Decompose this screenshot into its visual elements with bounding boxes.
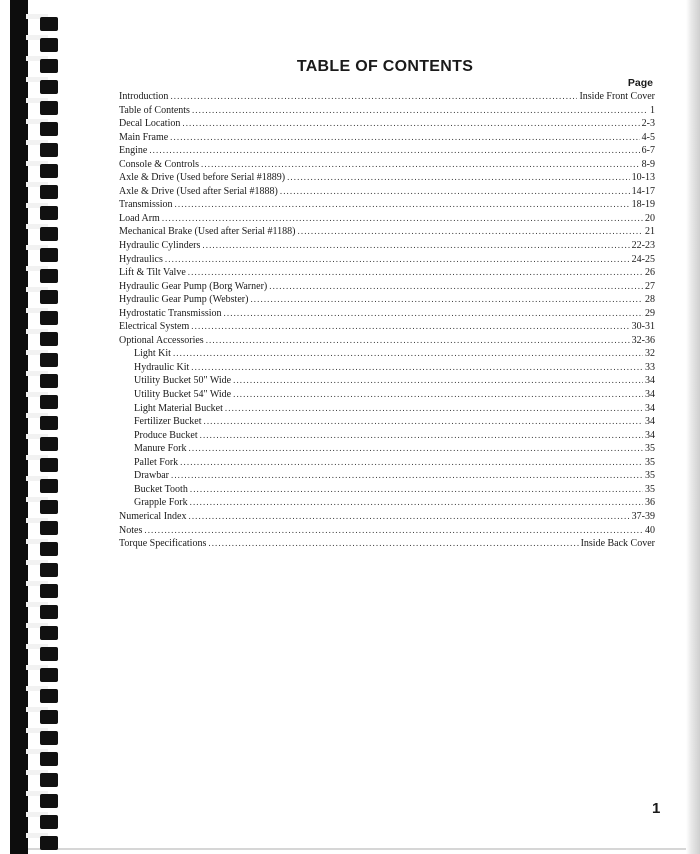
toc-entry-page: Inside Front Cover xyxy=(579,91,655,102)
toc-entry-title: Hydraulics xyxy=(119,253,163,265)
dot-leader xyxy=(208,537,578,551)
toc-entry-page: 20 xyxy=(645,212,655,224)
toc-entry-page: 29 xyxy=(645,307,655,319)
page-column-header: Page xyxy=(627,77,653,89)
binding-loop xyxy=(40,605,58,619)
dot-leader xyxy=(233,388,643,402)
toc-entry-page: 1 xyxy=(650,104,655,116)
dot-leader xyxy=(144,524,643,538)
toc-entry-title: Optional Accessories xyxy=(119,334,204,346)
toc-entry xyxy=(119,144,655,158)
binding-loop xyxy=(40,59,58,73)
toc-list xyxy=(119,90,655,551)
toc-entry-title: Electrical System xyxy=(119,321,190,333)
toc-entry-title: Hydraulic Gear Pump (Borg Warner) xyxy=(119,280,268,292)
dot-leader xyxy=(280,185,630,199)
binding-loop xyxy=(40,479,58,493)
toc-subentry xyxy=(119,388,655,402)
toc-entry-title: Axle & Drive (Used before Serial #1889) xyxy=(119,172,286,184)
toc-subentry xyxy=(119,374,655,388)
toc-entry xyxy=(119,131,655,145)
binding-loop xyxy=(40,794,58,808)
binding-loop xyxy=(40,185,58,199)
binding-loop xyxy=(40,689,58,703)
binding-loop xyxy=(40,458,58,472)
dot-leader xyxy=(191,320,629,334)
binding-loop xyxy=(40,395,58,409)
binding-loop xyxy=(40,38,58,52)
toc-entry-title: Mechanical Brake (Used after Serial #1188) xyxy=(119,226,296,238)
dot-leader xyxy=(165,253,630,267)
toc-subentry xyxy=(119,347,655,361)
toc-entry-title: Hydrostatic Transmission xyxy=(119,307,222,319)
toc-entry xyxy=(119,104,655,118)
toc-entry-page: 32 xyxy=(645,348,655,360)
toc-subentry xyxy=(119,483,655,497)
dot-leader xyxy=(201,158,640,172)
dot-leader xyxy=(298,225,644,239)
dot-leader xyxy=(224,307,643,321)
toc-entry-title: Hydraulic Kit xyxy=(134,361,190,373)
binding-loop xyxy=(40,269,58,283)
binding-loop xyxy=(40,227,58,241)
toc-entry-page: 34 xyxy=(645,389,655,401)
toc-entry-page: 27 xyxy=(645,280,655,292)
toc-entry xyxy=(119,90,655,104)
toc-entry-page: 34 xyxy=(645,429,655,441)
toc-entry xyxy=(119,212,655,226)
toc-entry-page: 36 xyxy=(645,497,655,509)
binding-loop xyxy=(40,374,58,388)
binding-loop xyxy=(40,437,58,451)
dot-leader xyxy=(188,510,629,524)
toc-entry-title: Console & Controls xyxy=(119,158,200,170)
dot-leader xyxy=(190,483,643,497)
toc-entry xyxy=(119,524,655,538)
binding-loop xyxy=(40,542,58,556)
dot-leader xyxy=(149,144,639,158)
toc-entry-title: Fertilizer Bucket xyxy=(134,416,202,428)
page-title: TABLE OF CONTENTS xyxy=(296,58,474,75)
toc-subentry xyxy=(119,456,655,470)
binding-loops xyxy=(0,0,62,854)
binding-loop xyxy=(40,416,58,430)
toc-entry-page: 28 xyxy=(645,294,655,306)
toc-entry-page: 26 xyxy=(645,267,655,279)
dot-leader xyxy=(173,347,643,361)
binding-loop xyxy=(40,80,58,94)
binding-loop xyxy=(40,17,58,31)
binding-loop xyxy=(40,206,58,220)
dot-leader xyxy=(250,293,643,307)
toc-entry-page: 14-17 xyxy=(631,185,655,197)
toc-entry-title: Utility Bucket 50" Wide xyxy=(134,375,232,387)
dot-leader xyxy=(192,104,648,118)
toc-entry-page: 35 xyxy=(645,470,655,482)
binding-loop xyxy=(40,563,58,577)
dot-leader xyxy=(182,117,639,131)
toc-entry-page: 35 xyxy=(645,456,655,468)
toc-subentry xyxy=(119,361,655,375)
binding-loop xyxy=(40,353,58,367)
toc-entry-page: 4-5 xyxy=(641,131,655,143)
toc-entry-title: Pallet Fork xyxy=(134,456,179,468)
toc-entry-title: Utility Bucket 54" Wide xyxy=(134,389,232,401)
dot-leader xyxy=(191,361,643,375)
dot-leader xyxy=(162,212,643,226)
toc-entry xyxy=(119,510,655,524)
binding-loop xyxy=(40,143,58,157)
toc-subentry xyxy=(119,442,655,456)
dot-leader xyxy=(203,415,643,429)
toc-entry-page: 8-9 xyxy=(641,158,655,170)
toc-entry-title: Torque Specifications xyxy=(119,538,207,550)
dot-leader xyxy=(200,429,643,443)
toc-entry xyxy=(119,253,655,267)
toc-entry-title: Table of Contents xyxy=(119,104,190,116)
toc-entry xyxy=(119,158,655,172)
toc-entry xyxy=(119,334,655,348)
binding-loop xyxy=(40,752,58,766)
binding-loop xyxy=(40,290,58,304)
toc-entry-title: Axle & Drive (Used after Serial #1888) xyxy=(119,185,278,197)
toc-entry-page: 40 xyxy=(645,524,655,536)
page-number: 1 xyxy=(652,800,661,817)
toc-entry xyxy=(119,239,655,253)
toc-entry xyxy=(119,537,655,551)
toc-entry xyxy=(119,293,655,307)
spiral-binding xyxy=(0,0,62,854)
dot-leader xyxy=(287,171,630,185)
toc-entry-page: 34 xyxy=(645,375,655,387)
toc-subentry xyxy=(119,415,655,429)
binding-loop xyxy=(40,248,58,262)
toc-entry xyxy=(119,320,655,334)
binding-loop xyxy=(40,521,58,535)
binding-loop xyxy=(40,500,58,514)
toc-entry-title: Drawbar xyxy=(134,470,169,482)
binding-loop xyxy=(40,710,58,724)
toc-entry-page: 33 xyxy=(645,361,655,373)
binding-loop xyxy=(40,773,58,787)
toc-entry-title: Transmission xyxy=(119,199,173,211)
toc-entry-page: 24-25 xyxy=(631,253,655,265)
toc-entry-title: Light Kit xyxy=(134,348,171,360)
toc-subentry xyxy=(119,429,655,443)
toc-subentry xyxy=(119,402,655,416)
toc-entry-page: 34 xyxy=(645,402,655,414)
toc-entry-title: Light Material Bucket xyxy=(134,402,223,414)
toc-entry-title: Lift & Tilt Valve xyxy=(119,267,186,279)
toc-entry xyxy=(119,307,655,321)
dot-leader xyxy=(206,334,630,348)
toc-subentry xyxy=(119,469,655,483)
toc-entry-title: Hydraulic Cylinders xyxy=(119,240,201,252)
toc-entry-page: 37-39 xyxy=(631,510,655,522)
binding-loop xyxy=(40,584,58,598)
toc-entry-page: 35 xyxy=(645,483,655,495)
toc-entry-title: Manure Fork xyxy=(134,443,187,455)
dot-leader xyxy=(225,402,643,416)
toc-entry xyxy=(119,171,655,185)
page-edge-shadow xyxy=(686,0,700,854)
dot-leader xyxy=(233,374,643,388)
dot-leader xyxy=(180,456,643,470)
toc-entry-page: 32-36 xyxy=(631,334,655,346)
toc-entry-title: Numerical Index xyxy=(119,510,187,522)
toc-entry xyxy=(119,225,655,239)
binding-loop xyxy=(40,311,58,325)
dot-leader xyxy=(188,266,643,280)
dot-leader xyxy=(170,90,577,104)
toc-entry-title: Introduction xyxy=(119,91,169,102)
dot-leader xyxy=(175,198,630,212)
dot-leader xyxy=(171,469,643,483)
binding-loop xyxy=(40,101,58,115)
dot-leader xyxy=(170,131,640,145)
binding-loop xyxy=(40,626,58,640)
toc-entry-page: 34 xyxy=(645,416,655,428)
binding-loop xyxy=(40,332,58,346)
toc-entry xyxy=(119,280,655,294)
toc-entry-page: 22-23 xyxy=(631,240,655,252)
toc-entry-title: Grapple Fork xyxy=(134,497,188,509)
toc-entry-page: 6-7 xyxy=(641,145,655,157)
toc-entry-title: Load Arm xyxy=(119,212,160,224)
binding-loop xyxy=(40,668,58,682)
binding-loop xyxy=(40,122,58,136)
toc-entry xyxy=(119,117,655,131)
toc-entry-title: Hydraulic Gear Pump (Webster) xyxy=(119,294,249,306)
binding-loop xyxy=(40,836,58,850)
toc-entry-title: Bucket Tooth xyxy=(134,483,188,495)
toc-entry-title: Engine xyxy=(119,145,148,157)
toc-entry-page: 30-31 xyxy=(631,321,655,333)
toc-entry-page: 21 xyxy=(645,226,655,238)
toc-entry-page: 35 xyxy=(645,443,655,455)
dot-leader xyxy=(190,496,643,510)
dot-leader xyxy=(269,280,643,294)
binding-loop xyxy=(40,647,58,661)
binding-loop xyxy=(40,815,58,829)
dot-leader xyxy=(202,239,629,253)
toc-entry xyxy=(119,266,655,280)
toc-entry-title: Decal Location xyxy=(119,118,181,130)
toc-entry-page: 18-19 xyxy=(631,199,655,211)
dot-leader xyxy=(189,442,644,456)
toc-entry xyxy=(119,198,655,212)
binding-loop xyxy=(40,731,58,745)
toc-subentry xyxy=(119,496,655,510)
toc-entry-page: 2-3 xyxy=(641,118,655,130)
toc-entry-title: Notes xyxy=(119,524,143,536)
toc-entry xyxy=(119,185,655,199)
binding-loop xyxy=(40,164,58,178)
toc-entry-title: Main Frame xyxy=(119,131,169,143)
toc-entry-title: Produce Bucket xyxy=(134,429,198,441)
toc-entry-page: 10-13 xyxy=(631,172,655,184)
toc-entry-page: Inside Back Cover xyxy=(580,538,655,550)
